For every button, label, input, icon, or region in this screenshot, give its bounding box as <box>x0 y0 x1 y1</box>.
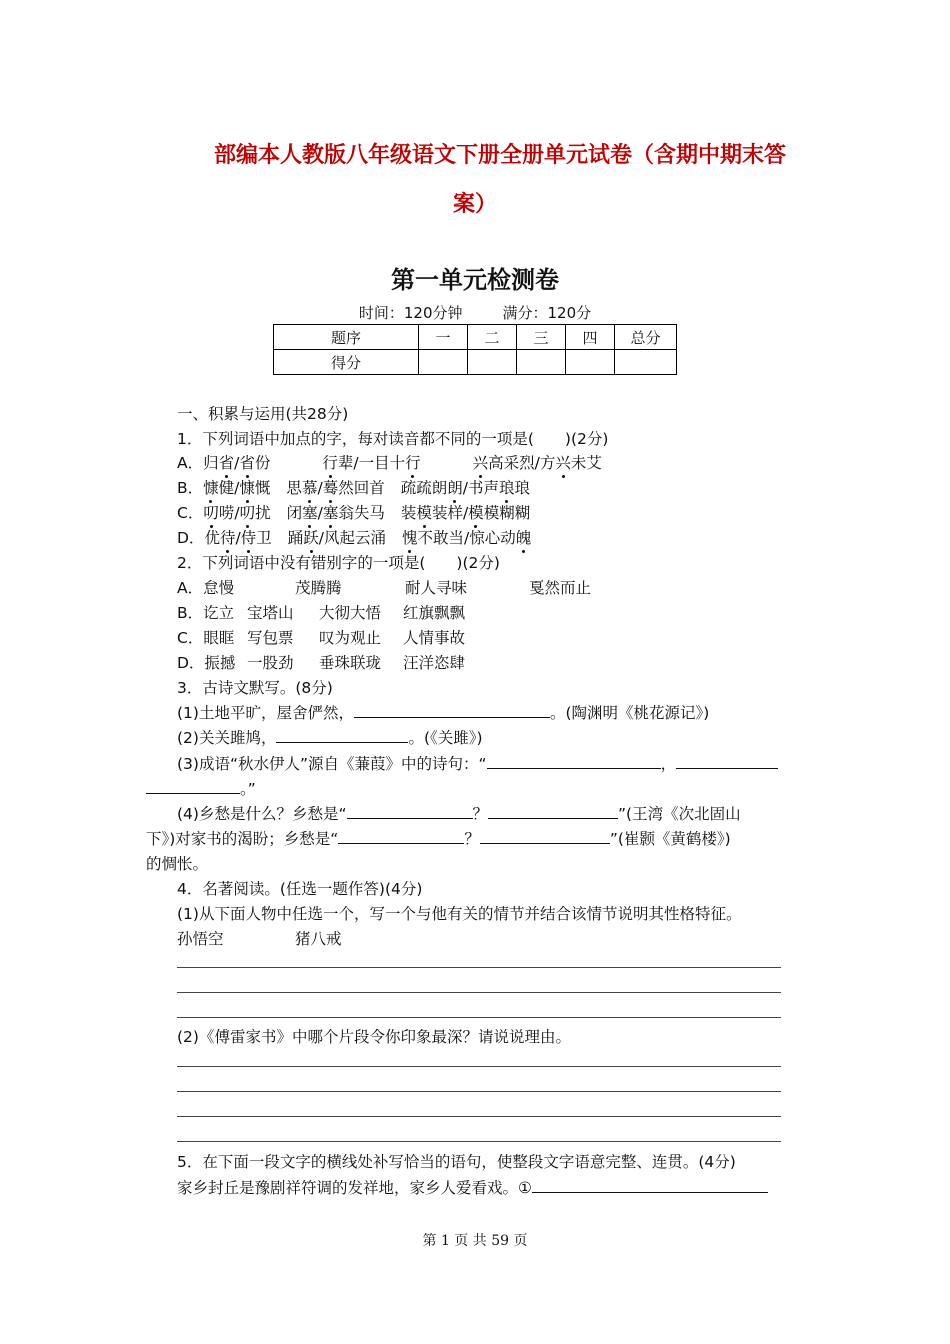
unit-title: 第一单元检测卷 <box>391 266 559 294</box>
question-1-option-b: B．慷健/慷慨 思慕/蓦然回首 疏疏朗朗/书声琅琅 <box>177 479 531 497</box>
question-5-text: 家乡封丘是豫剧祥符调的发祥地，家乡人爱看戏。① <box>177 1178 768 1198</box>
dotted-char: 慕 <box>301 479 318 497</box>
dotted-char: 魄 <box>515 529 532 547</box>
question-1-option-d: D．优待/侍卫 踊跃/风起云涌 愧不敢当/惊心动魄 <box>177 529 532 547</box>
character-choices <box>177 929 342 949</box>
answer-blank[interactable] <box>354 703 550 718</box>
score-header-cell: 二 <box>468 325 517 350</box>
answer-line[interactable] <box>177 967 781 968</box>
score-header-cell: 三 <box>517 325 566 350</box>
question-4-part-1: (1)从下面人物中任选一个，写一个与他有关的情节并结合该情节说明其性格特征。 <box>177 905 742 923</box>
score-header-cell: 题序 <box>274 325 419 350</box>
full-score: 满分：120分 <box>502 304 592 322</box>
dotted-char: 省 <box>239 454 255 472</box>
character-option: 孙悟空 <box>177 930 224 948</box>
score-table <box>273 324 677 375</box>
score-row-label: 得分 <box>274 350 419 375</box>
score-cell[interactable] <box>615 350 677 375</box>
dotted-char: 行 <box>322 454 338 472</box>
answer-blank[interactable] <box>676 754 778 769</box>
document-title-line2: 案） <box>452 192 497 217</box>
dotted-char: 愧 <box>402 529 418 547</box>
dotted-char: 叨 <box>203 504 219 522</box>
question-4-stem: 4．名著阅读。(任选一题作答)(4分) <box>177 880 423 898</box>
dotted-char: 模 <box>468 504 484 522</box>
dotted-char: 兴 <box>472 454 489 472</box>
answer-line[interactable] <box>177 1116 781 1117</box>
score-cell[interactable] <box>517 350 566 375</box>
dotted-char: 跃 <box>303 529 319 547</box>
poem-blank-2: (2)关关雎鸠， 。(《关雎》) <box>177 729 483 747</box>
score-header-cell: 总分 <box>615 325 677 350</box>
score-cell[interactable] <box>419 350 468 375</box>
question-2-option-a: A．怠慢 茂腾腾 耐人寻味 戛然而止 <box>177 579 592 597</box>
time-score-info <box>0 302 950 323</box>
dotted-char: 行 <box>405 454 421 472</box>
answer-blank[interactable] <box>488 804 618 819</box>
question-2-stem: 2．下列词语中没有错别字的一项是( )(2分) <box>177 554 500 572</box>
answer-line[interactable] <box>177 1141 781 1142</box>
answer-line[interactable] <box>177 1017 781 1018</box>
score-header-cell: 一 <box>419 325 468 350</box>
answer-blank[interactable] <box>532 1178 768 1193</box>
answer-blank[interactable] <box>146 779 240 794</box>
poem-blank-4: (4)乡愁是什么？乡愁是“ ？ ”(王湾《次北固山 <box>177 805 741 823</box>
answer-blank[interactable] <box>480 829 610 844</box>
question-1-option-a: A．归省/省份 行辈/一目十行 兴高采烈/方兴未艾 <box>177 454 602 472</box>
score-header-cell: 四 <box>566 325 615 350</box>
dotted-char: 叨 <box>239 504 256 522</box>
question-2-option-c: C．眼眶 写包票 叹为观止 人情事故 <box>177 629 466 647</box>
score-cell[interactable] <box>566 350 615 375</box>
dotted-char: 琅 <box>498 479 515 497</box>
answer-blank[interactable] <box>487 754 661 769</box>
question-1-option-c: C．叨唠/叨扰 闭塞/塞翁失马 装模装样/模模糊糊 <box>177 504 531 522</box>
answer-blank[interactable] <box>347 804 473 819</box>
dotted-char: 模 <box>416 504 432 522</box>
dotted-char: 朗 <box>447 479 463 497</box>
time-limit: 时间：120分钟 <box>358 304 463 322</box>
section-heading: 一、积累与运用(共28分) <box>177 405 349 423</box>
answer-blank[interactable] <box>338 829 464 844</box>
answer-line[interactable] <box>177 1066 781 1067</box>
document-title-line1: 部编本人教版八年级语文下册全册单元试卷（含期中期末答 <box>213 143 786 168</box>
poem-blank-1: (1)土地平旷，屋舍俨然， 。(陶渊明《桃花源记》) <box>177 704 710 722</box>
poem-blank-3-cont: 。” <box>146 779 256 799</box>
page-footer: 第 1 页 共 59 页 <box>422 1233 528 1249</box>
question-4-part-2: (2)《傅雷家书》中哪个片段令你印象最深？请说说理由。 <box>177 1028 571 1046</box>
character-option: 猪八戒 <box>295 930 342 948</box>
dotted-char: 蓦 <box>322 479 339 497</box>
dotted-char: 慷 <box>203 479 219 497</box>
question-1-stem: 1．下列词语中加点的字，每对读音都不同的一项是( )(2分) <box>177 430 609 448</box>
answer-line[interactable] <box>177 992 781 993</box>
poem-blank-4-cont: 下》)对家书的渴盼；乡愁是“ ？ ”(崔颢《黄鹤楼》) <box>146 830 731 848</box>
score-table-score-row <box>274 350 677 375</box>
question-2-option-d: D．振撼 一股劲 垂珠联珑 汪洋恣肆 <box>177 654 466 672</box>
poem-blank-4-end: 的惆怅。 <box>146 855 209 873</box>
question-3-stem: 3．古诗文默写。(8分) <box>177 679 333 697</box>
dotted-char: 塞 <box>302 504 318 522</box>
score-table-header-row <box>274 325 677 350</box>
dotted-char: 慷 <box>239 479 255 497</box>
score-cell[interactable] <box>468 350 517 375</box>
poem-blank-3: (3)成语“秋水伊人”源自《蒹葭》中的诗句：“ ， <box>177 754 778 774</box>
dotted-char: 侍 <box>240 529 257 547</box>
dotted-char: 省 <box>218 454 235 472</box>
answer-line[interactable] <box>177 1091 781 1092</box>
question-2-option-b: B．讫立 宝塔山 大彻大悟 红旗飘飘 <box>177 604 466 622</box>
dotted-char: 待 <box>219 529 236 547</box>
dotted-char: 兴 <box>555 454 571 472</box>
question-5-stem: 5．在下面一段文字的横线处补写恰当的语句，使整段文字语意完整、连贯。(4分) <box>177 1153 736 1171</box>
dotted-char: 塞 <box>322 504 339 522</box>
answer-blank[interactable] <box>276 728 408 743</box>
